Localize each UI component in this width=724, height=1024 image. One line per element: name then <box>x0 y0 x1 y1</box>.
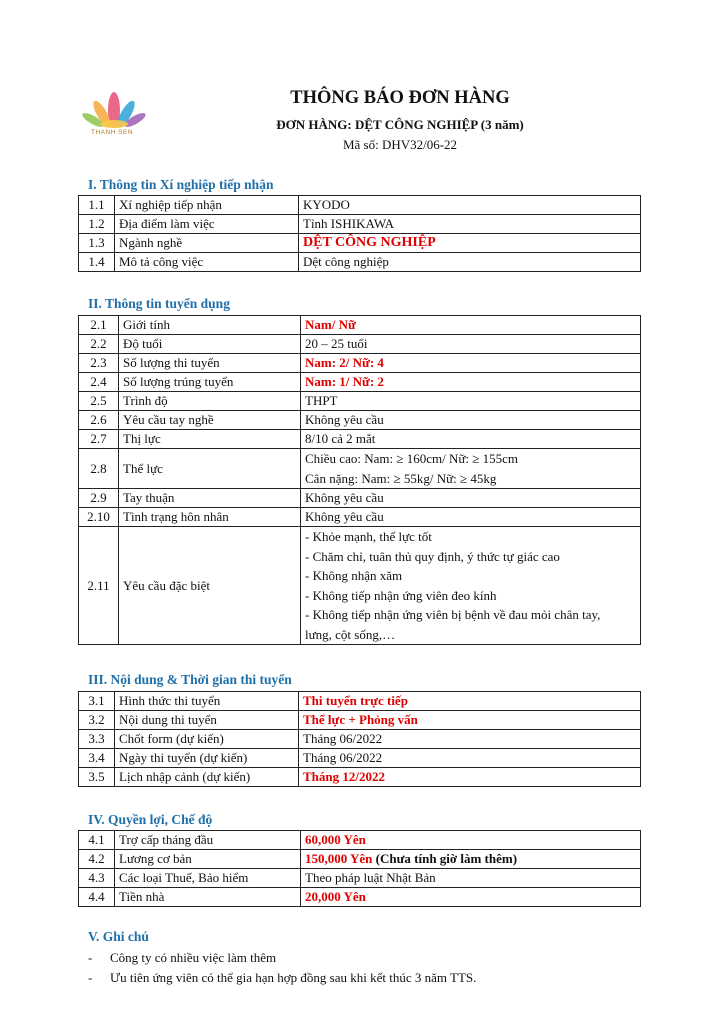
row-value: KYODO <box>299 196 641 215</box>
table-row <box>79 449 641 489</box>
table-row <box>79 527 641 645</box>
row-number: 2.7 <box>79 430 119 449</box>
row-number: 2.4 <box>79 373 119 392</box>
row-number: 1.1 <box>79 196 115 215</box>
table-row <box>79 850 641 869</box>
row-label: Số lượng thi tuyển <box>119 354 301 373</box>
row-number: 1.2 <box>79 215 115 234</box>
row-label: Ngày thi tuyển (dự kiến) <box>115 749 299 768</box>
section-1-table <box>78 195 641 272</box>
row-number: 4.1 <box>79 831 115 850</box>
row-label: Trợ cấp tháng đầu <box>115 831 301 850</box>
row-value: Tháng 06/2022 <box>299 749 641 768</box>
table-row <box>79 335 641 354</box>
row-label: Lương cơ bản <box>115 850 301 869</box>
section-4-heading: IV. Quyền lợi, Chế độ <box>88 812 213 827</box>
document-title: THÔNG BÁO ĐƠN HÀNG <box>290 88 510 108</box>
table-row <box>79 869 641 888</box>
row-label: Độ tuổi <box>119 335 301 354</box>
special-requirement-line: lưng, cột sống,… <box>305 626 396 642</box>
order-code: Mã số: DHV32/06-22 <box>342 137 458 152</box>
table-row <box>79 354 641 373</box>
table-row <box>79 888 641 907</box>
table-row <box>79 768 641 787</box>
row-number: 3.1 <box>79 692 115 711</box>
table-row <box>79 316 641 335</box>
row-value: Nam/ Nữ <box>301 316 641 335</box>
table-row <box>79 392 641 411</box>
weight-requirement: Cân nặng: Nam: ≥ 55kg/ Nữ: ≥ 45kg <box>305 470 497 486</box>
table-row <box>79 692 641 711</box>
table-row <box>79 253 641 272</box>
row-value: Dệt công nghiệp <box>299 253 641 272</box>
height-requirement: Chiều cao: Nam: ≥ 160cm/ Nữ: ≥ 155cm <box>305 451 519 466</box>
row-number: 3.2 <box>79 711 115 730</box>
table-row <box>79 508 641 527</box>
row-label: Tiền nhà <box>115 888 301 907</box>
row-value: Tháng 12/2022 <box>299 768 641 787</box>
row-value: Không yêu cầu <box>301 508 641 527</box>
row-value: Nam: 1/ Nữ: 2 <box>301 373 641 392</box>
table-row <box>79 711 641 730</box>
row-value: Nam: 2/ Nữ: 4 <box>301 354 641 373</box>
table-row <box>79 749 641 768</box>
row-label: Yêu cầu đặc biệt <box>119 527 301 645</box>
row-label: Mô tả công việc <box>115 253 299 272</box>
section-2-heading: II. Thông tin tuyển dụng <box>88 296 230 311</box>
table-row <box>79 831 641 850</box>
row-number: 3.5 <box>79 768 115 787</box>
table-row <box>79 411 641 430</box>
row-value: 20,000 Yên <box>301 888 641 907</box>
section-2-table <box>78 315 641 645</box>
row-value <box>301 449 641 489</box>
row-number: 2.2 <box>79 335 119 354</box>
row-value: THPT <box>301 392 641 411</box>
row-value: DỆT CÔNG NGHIỆP <box>299 234 641 253</box>
row-label: Thể lực <box>119 449 301 489</box>
row-number: 2.11 <box>79 527 119 645</box>
section-3-heading: III. Nội dung & Thời gian thi tuyển <box>88 672 292 687</box>
row-label: Tình trạng hôn nhân <box>119 508 301 527</box>
row-value: 60,000 Yên <box>301 831 641 850</box>
row-label: Trình độ <box>119 392 301 411</box>
row-number: 1.3 <box>79 234 115 253</box>
section-3-table <box>78 691 641 787</box>
row-number: 2.10 <box>79 508 119 527</box>
bullet-dash: - <box>88 950 93 965</box>
row-value: Thể lực + Phỏng vấn <box>299 711 641 730</box>
row-label: Xí nghiệp tiếp nhận <box>115 196 299 215</box>
row-label: Địa điểm làm việc <box>115 215 299 234</box>
special-requirement-line: - Không tiếp nhận ứng viên đeo kính <box>305 587 497 603</box>
row-label: Số lượng trúng tuyển <box>119 373 301 392</box>
row-label: Các loại Thuế, Bảo hiểm <box>115 869 301 888</box>
table-row <box>79 489 641 508</box>
row-label: Chốt form (dự kiến) <box>115 730 299 749</box>
row-label: Ngành nghề <box>115 234 299 253</box>
table-row <box>79 730 641 749</box>
special-requirement-line: - Khỏe mạnh, thể lực tốt <box>305 529 432 544</box>
row-number: 4.3 <box>79 869 115 888</box>
bullet-dash: - <box>88 970 93 985</box>
row-value <box>301 850 641 869</box>
row-value: 8/10 cả 2 mắt <box>301 430 641 449</box>
table-row <box>79 196 641 215</box>
row-number: 3.3 <box>79 730 115 749</box>
row-value <box>301 527 641 645</box>
logo-brand-text: THANH SEN <box>90 129 134 136</box>
table-row <box>79 234 641 253</box>
row-number: 3.4 <box>79 749 115 768</box>
row-label: Lịch nhập cảnh (dự kiến) <box>115 768 299 787</box>
row-label: Tay thuận <box>119 489 301 508</box>
table-row <box>79 430 641 449</box>
salary-amount: 150,000 Yên <box>305 851 373 866</box>
salary-note: (Chưa tính giờ làm thêm) <box>375 851 518 866</box>
row-value: Không yêu cầu <box>301 489 641 508</box>
row-value: Thi tuyển trực tiếp <box>299 692 641 711</box>
row-value: Không yêu cầu <box>301 411 641 430</box>
row-label: Nội dung thi tuyển <box>115 711 299 730</box>
special-requirement-line: - Không tiếp nhận ứng viên bị bệnh về đau mỏi chân tay, <box>305 607 601 622</box>
special-requirement-line: - Chăm chỉ, tuân thủ quy định, ý thức tự giác cao <box>305 548 560 564</box>
special-requirement-line: - Không nhận xăm <box>305 568 403 583</box>
row-value: Tháng 06/2022 <box>299 730 641 749</box>
row-value: 20 – 25 tuổi <box>301 335 641 354</box>
row-label: Hình thức thi tuyển <box>115 692 299 711</box>
table-row <box>79 215 641 234</box>
note-text: Ưu tiên ứng viên có thể gia hạn hợp đồng sau khi kết thúc 3 năm TTS. <box>110 970 477 985</box>
row-number: 2.1 <box>79 316 119 335</box>
row-number: 2.5 <box>79 392 119 411</box>
table-row <box>79 373 641 392</box>
row-number: 4.2 <box>79 850 115 869</box>
row-value: Tỉnh ISHIKAWA <box>299 215 641 234</box>
row-label: Giới tính <box>119 316 301 335</box>
row-label: Yêu cầu tay nghề <box>119 411 301 430</box>
row-number: 2.6 <box>79 411 119 430</box>
section-4-table <box>78 830 641 907</box>
note-text: Công ty có nhiều việc làm thêm <box>110 950 277 965</box>
row-number: 1.4 <box>79 253 115 272</box>
row-number: 2.3 <box>79 354 119 373</box>
section-5-heading: V. Ghi chú <box>88 929 149 944</box>
row-number: 2.8 <box>79 449 119 489</box>
row-label: Thị lực <box>119 430 301 449</box>
section-1-heading: I. Thông tin Xí nghiệp tiếp nhận <box>88 177 274 192</box>
row-number: 4.4 <box>79 888 115 907</box>
document-subtitle: ĐƠN HÀNG: DỆT CÔNG NGHIỆP (3 năm) <box>276 117 524 132</box>
row-number: 2.9 <box>79 489 119 508</box>
row-value: Theo pháp luật Nhật Bản <box>301 869 641 888</box>
